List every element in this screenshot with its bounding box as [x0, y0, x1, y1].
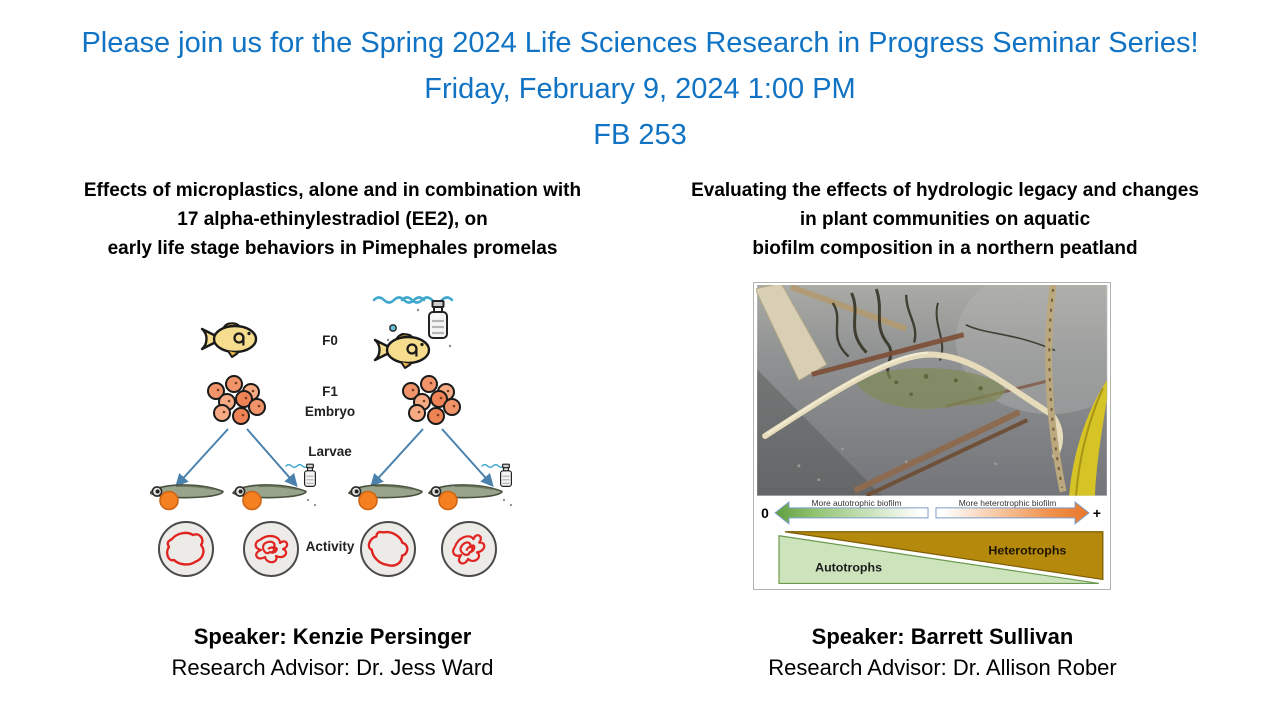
f0-label: F0 [322, 333, 338, 348]
control-embryo-cluster [208, 376, 265, 424]
right-talk-title-line: in plant communities on aquatic [799, 209, 1091, 230]
control-fish-icon [202, 323, 256, 357]
scale-zero-label: 0 [761, 504, 769, 521]
right-talk-title [655, 176, 1235, 263]
left-talk-title-line: Effects of microplastics, alone and in combination with [83, 180, 582, 201]
autotrophic-arrow-label: More autotrophic biofilm [811, 497, 902, 508]
heterotrophic-arrow-label: More heterotrophic biofilm [958, 497, 1057, 508]
biofilm-gradient-diagram [756, 498, 1108, 587]
header-invitation: Please join us for the Spring 2024 Life Sciences Research in Progress Seminar Series! [81, 27, 1199, 59]
left-speaker-name: Speaker: Kenzie Persinger [193, 624, 472, 649]
embryo-label: Embryo [304, 404, 356, 419]
peatland-photo [756, 285, 1108, 496]
left-talk-title-line: 17 alpha-ethinylestradiol (EE2), on [177, 209, 488, 230]
exposed-fish-plastic-icon [374, 298, 452, 369]
larva-icon [150, 485, 223, 510]
activity-trace-calm [159, 522, 213, 576]
left-talk-title-line: early life stage behaviors in Pimephales promelas [107, 238, 558, 259]
biofilm-figure [753, 282, 1111, 590]
larva-plastic-icon [233, 464, 316, 509]
left-speaker-block [80, 621, 585, 683]
larvae-label: Larvae [308, 444, 352, 459]
header-room: FB 253 [593, 119, 687, 151]
header-datetime: Friday, February 9, 2024 1:00 PM [424, 73, 856, 105]
right-advisor-name: Research Advisor: Dr. Allison Rober [768, 655, 1117, 680]
right-speaker-block [690, 621, 1195, 683]
activity-trace-active [244, 522, 298, 576]
left-advisor-name: Research Advisor: Dr. Jess Ward [171, 655, 494, 680]
slide-header [0, 20, 1280, 158]
activity-label: Activity [305, 539, 355, 554]
larva-plastic-icon [429, 464, 512, 509]
activity-trace-calm [361, 522, 415, 576]
exposed-embryo-cluster [403, 376, 460, 424]
right-talk-title-line: biofilm composition in a northern peatland [752, 238, 1138, 259]
fish-experiment-figure [150, 288, 542, 604]
heterotrophs-label: Heterotrophs [988, 543, 1067, 558]
autotrophs-label: Autotrophs [815, 560, 882, 575]
larva-icon [349, 485, 422, 510]
right-talk-title-line: Evaluating the effects of hydrologic legacy and changes [691, 180, 1199, 201]
activity-trace-active [442, 522, 496, 576]
scale-plus-label: + [1092, 504, 1102, 521]
f1-label: F1 [322, 384, 338, 399]
left-talk-title [30, 176, 635, 263]
right-speaker-name: Speaker: Barrett Sullivan [811, 624, 1074, 649]
